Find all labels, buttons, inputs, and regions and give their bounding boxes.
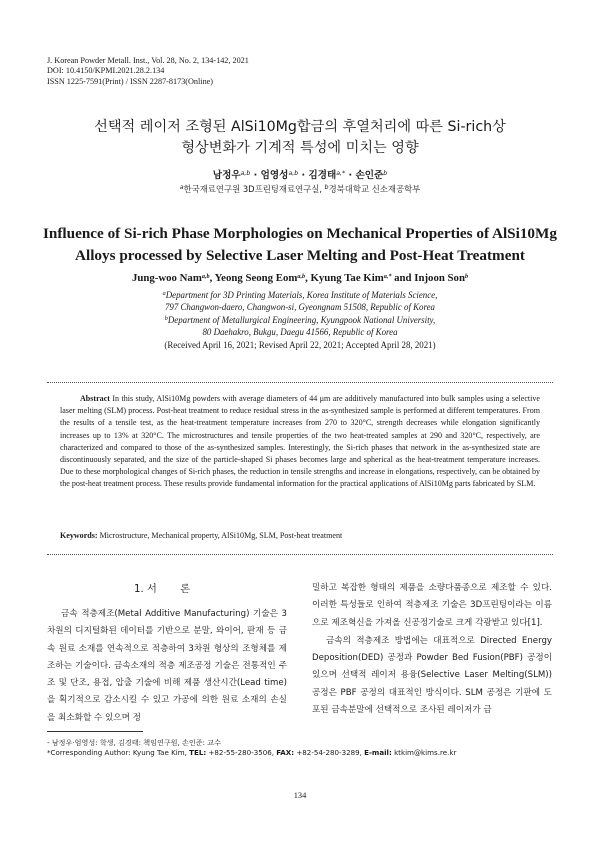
page-number: 134 xyxy=(293,791,307,800)
korean-affil-a: 한국재료연구원 3D프린팅재료연구실, xyxy=(183,184,325,194)
tel-value: +82-55-280-3506, xyxy=(206,748,277,758)
korean-author-name: 엄영성 xyxy=(260,170,289,181)
tel-label: TEL: xyxy=(189,748,207,758)
english-author-name: Yeong Seong Eom xyxy=(214,272,298,284)
english-author-sup: b xyxy=(464,273,469,280)
footnotes xyxy=(47,738,553,758)
affil-sup: b xyxy=(164,314,168,322)
divider xyxy=(47,554,553,555)
korean-author-sup: a,* xyxy=(336,170,346,177)
korean-title-line1: 선택적 레이저 조형된 AlSi10Mg합금의 후열처리에 따른 Si-rich상 xyxy=(94,119,506,135)
email-label: E-mail: xyxy=(364,748,392,758)
journal-citation: J. Korean Powder Metall. Inst., Vol. 28, No. 2, 134-142, 2021 xyxy=(47,56,249,65)
affil-sup: a xyxy=(162,290,166,297)
abstract xyxy=(60,393,540,491)
author-separator: · xyxy=(298,170,309,181)
korean-title xyxy=(40,117,560,159)
corresponding-author: *Corresponding Author: Kyung Tae Kim, xyxy=(47,748,190,758)
english-title-line2: Alloys processed by Selective Laser Melting and Post-Heat Treatment xyxy=(75,246,525,264)
english-author-name: Jung-woo Nam xyxy=(131,272,202,284)
korean-title-line2: 형상변화가 기계적 특성에 미치는 영향 xyxy=(181,140,419,156)
body-right-column xyxy=(312,580,552,719)
english-affil-line: 797 Changwon-daero, Changwon-si, Gyeongnam 51508, Republic of Korea xyxy=(164,302,435,313)
korean-author-name: 손인준 xyxy=(355,170,384,181)
english-author-sup: a,b xyxy=(201,273,210,280)
body-left-column xyxy=(47,580,287,727)
journal-doi: DOI: 10.4150/KPMI.2021.28.2.134 xyxy=(47,66,165,76)
korean-author-sup: b xyxy=(383,170,388,177)
fax-value: +82-54-280-3289, xyxy=(294,748,365,758)
english-author-sup: a,b xyxy=(297,273,306,280)
english-author-name: Injoon Son xyxy=(414,272,465,284)
korean-authors xyxy=(40,167,560,181)
author-separator: · xyxy=(345,170,356,181)
english-author-sup: a,* xyxy=(383,273,392,280)
keywords-label: Keywords: xyxy=(60,531,98,540)
affil-sup: a xyxy=(179,184,184,191)
english-author-name: Kyung Tae Kim xyxy=(310,272,384,284)
section-heading xyxy=(47,580,287,595)
section-title: 서 론 xyxy=(147,584,200,595)
footnote-roles: - 남정우·엄영성: 학생, 김경태: 책임연구원, 손인준: 교수 xyxy=(47,738,221,747)
korean-author-sup: a,b xyxy=(288,170,299,177)
fax-label: FAX: xyxy=(276,748,295,758)
body-paragraph: 밀하고 복잡한 형태의 제품을 소량다품종으로 제조할 수 있다. 이러한 특성들로 인하여 적층제조 기술은 3D프린팅이라는 이름으로 제조혁신을 가져올 신공정기술로 크게 각광받고 있다[1]. xyxy=(312,583,552,628)
korean-affiliations xyxy=(40,183,560,195)
english-affil-line: 80 Daehakro, Bukgu, Daegu 41566, Republic of Korea xyxy=(202,326,398,337)
body-paragraph: 금속의 적층제조 방법에는 대표적으로 Directed Energy Deposition(DED) 공정과 Powder Bed Fusion(PBF) 공정이 있으며 선택적 레이저 용융(Selective Laser Melting(SLM)) 공정은 PBF 공정의 대표적인 방식이다. SLM 공정은 기판에 도포된 금속분말에 선택적으로 조사된 레이저가 금 xyxy=(312,635,552,716)
divider xyxy=(47,382,553,383)
email-value: ktkim@kims.re.kr xyxy=(391,748,457,758)
english-authors: Jung-woo Nam$^{a,b}$, Yeong Seong Eom$^{a,b}$, Kyung Tae Kim$^{a,*}$ and Injoon Son$^b$ xyxy=(131,272,469,284)
korean-author-name: 김경태 xyxy=(308,170,337,181)
author-separator: · xyxy=(250,170,261,181)
footnote-corresponding xyxy=(47,748,553,758)
korean-author-name: 남정우 xyxy=(212,170,241,181)
english-title-line1: Influence of Si-rich Phase Morphologies on Mechanical Properties of AlSi10Mg xyxy=(43,225,557,242)
english-affil-line: Department for 3D Printing Materials, Korea Institute of Materials Science, xyxy=(165,290,438,300)
body-paragraph: 금속 적층제조(Metal Additive Manufacturing) 기술은 3차원의 디지털화된 데이터를 기반으로 분말, 와이어, 판재 등 금속 원료 소재를 연속적으로 적층하여 3차원 형상의 조형체를 제조하는 기술이다. 금속소재의 적층 제조공정 기술은 전통적인 주조 및 단조, 용접, 압출 기술에 비해 제품 생산시간(Lead time)을 획기적으로 감소시킬 수 있고 가공에 의한 원료 소재의 손실을 최소화할 수 있으며 정 xyxy=(47,609,287,723)
journal-issn: ISSN 1225-7591(Print) / ISSN 2287-8173(Online) xyxy=(47,76,214,86)
korean-affil-b: 경북대학교 신소재공학부 xyxy=(328,184,421,194)
section-number: 1. xyxy=(134,584,148,595)
korean-author-sup: a,b xyxy=(240,170,251,177)
received-dates: (Received April 16, 2021; Revised April 22, 2021; Accepted April 28, 2021) xyxy=(164,340,436,350)
abstract-label: Abstract xyxy=(80,394,110,403)
keywords xyxy=(60,531,540,540)
affil-sup: b xyxy=(324,184,329,191)
english-title xyxy=(30,223,570,266)
english-affiliations xyxy=(30,289,570,338)
author-conjunction: and xyxy=(394,272,415,284)
abstract-text: In this study, AlSi10Mg powders with average diameters of 44 μm are additively manufactured into bulk samples using a selective laser melting (SLM) process. Post-heat treatment to reduce residual stress in the as-synthesized sample is performed at different temperatures. From the results of a tensile test, as the heat-treatment temperature increases from 270 to 320°C, strength decreases while elongation significantly increases up to 13% at 320°C. The microstructures and tensile properties of the two heat-treated samples at 290 and 320°C, respectively, are characterized and compared to those of the as-synthesized samples. Interestingly, the Si-rich phases that network in the as-synthesized state are discontinuously separated, and the size of the particle-shaped Si phases becomes large and spherical as the heat-treatment temperature increases. Due to these morphological changes of Si-rich phases, the reduction in tensile strengths and increase in elongations, respectively, can be obtained by the post-heat treatment process. These results provide fundamental information for the practical applications of AlSi10Mg parts fabricated by SLM. xyxy=(60,394,540,489)
english-affil-line: Department of Metallurgical Engineering, Kyungpook National University, xyxy=(167,314,436,325)
journal-header xyxy=(47,56,249,87)
footnote-divider xyxy=(47,731,143,732)
keywords-text: Microstructure, Mechanical property, AlSi10Mg, SLM, Post-heat treatment xyxy=(99,531,343,540)
